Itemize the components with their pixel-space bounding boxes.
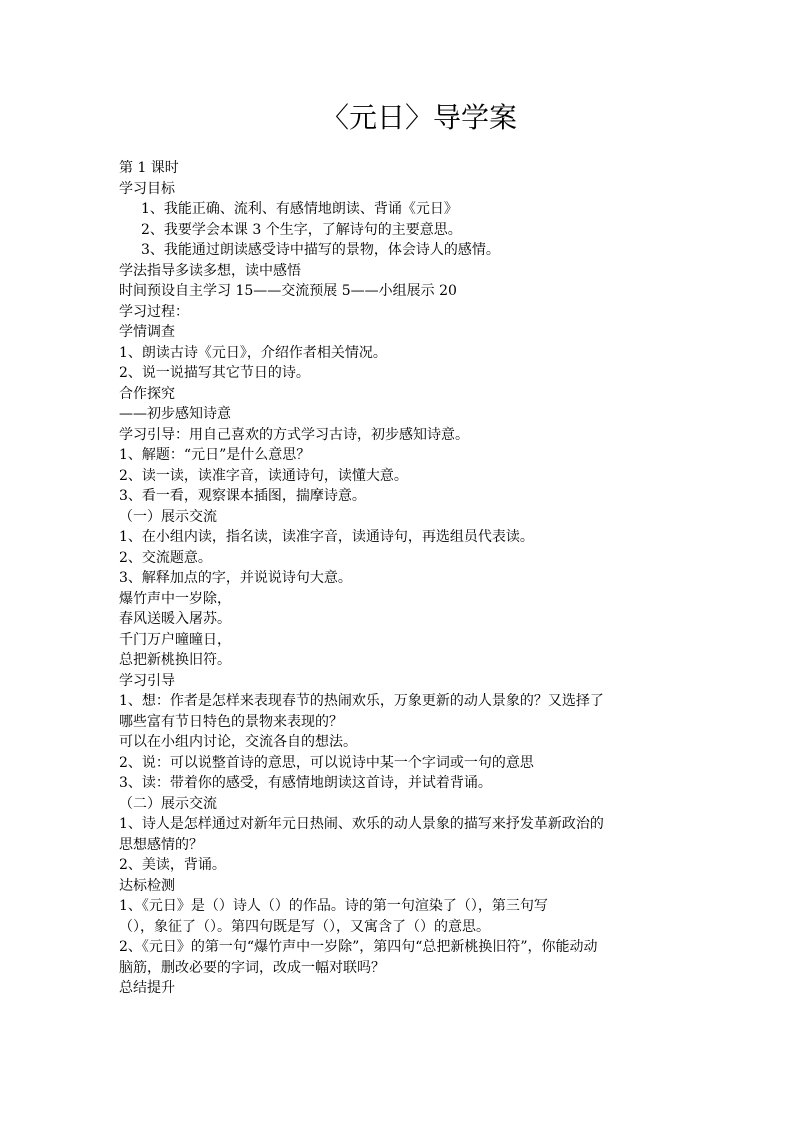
text-line: 学习引导 [119,672,175,689]
text-line: 3、解释加点的字，并说说诗句大意。 [119,570,352,586]
text-line: 总把新桃换旧符。 [119,652,231,668]
text-line: 2、读一读，读准字音，读通诗句，读懂大意。 [119,467,408,484]
text-line: 学习目标 [119,180,175,197]
text-line: 2、说一说描写其它节日的诗。 [119,365,310,381]
text-line: 可以在小组内讨论，交流各自的想法。 [119,734,357,750]
text-line: 爆竹声中一岁除， [119,590,231,607]
text-line: 学法指导多读多想，读中感悟 [119,262,301,279]
text-line: 学习引导：用自己喜欢的方式学习古诗，初步感知诗意。 [119,426,469,443]
text-line: 时间预设自主学习 15——交流预展 5——小组展示 20 [119,283,457,299]
text-line: 脑筋，删改必要的字词，改成一幅对联吗？ [119,959,385,976]
text-line: 1、想：作者是怎样来表现春节的热闹欢乐，万象更新的动人景象的？又选择了 [119,693,604,709]
text-line: 2、《元日》的第一句“爆竹声中一岁除”，第四句“总把新桃换旧符”，你能动动 [119,939,598,955]
text-line: 哪些富有节日特色的景物来表现的？ [119,713,343,730]
text-line: 2、说：可以说整首诗的意思，可以说诗中某一个字词或一句的意思 [119,754,534,771]
text-line: 千门万户曈曈日， [119,631,231,648]
text-line: 春风送暖入屠苏。 [119,611,231,627]
text-line: 1、朗读古诗《元日》，介绍作者相关情况。 [119,344,387,361]
text-line: 1、在小组内读，指名读，读准字音，读通诗句，再选组员代表读。 [119,529,534,545]
text-line: （），象征了（）。第四句既是写（），又寓含了（）的意思。 [119,918,490,935]
text-line: 1、解题：“元日”是什么意思？ [119,447,311,463]
text-line: 3、读：带着你的感受，有感情地朗读这首诗，并试着背诵。 [119,775,492,791]
text-line: ——初步感知诗意 [119,406,231,422]
text-line: 学习过程： [119,303,189,320]
text-line: 第 1 课时 [119,160,179,176]
text-line: 1、诗人是怎样通过对新年元日热闹、欢乐的动人景象的描写来抒发革新政治的 [119,816,604,832]
text-line: 合作探究 [119,385,175,402]
text-line: （二）展示交流 [119,795,217,812]
text-line: 2、我要学会本课 3 个生字，了解诗句的主要意思。 [141,221,462,238]
text-line: 总结提升 [119,980,175,996]
text-line: 达标检测 [119,877,175,894]
text-line: 学情调查 [119,324,175,340]
text-line: 3、看一看，观察课本插图，揣摩诗意。 [119,488,366,504]
document-page [119,98,679,999]
text-line: 3、我能通过朗读感受诗中描写的景物，体会诗人的感情。 [141,242,500,258]
document-body [119,158,679,999]
text-line: 1、我能正确、流利、有感情地朗读、背诵《元日》 [141,201,458,217]
text-line: 2、交流题意。 [119,549,212,566]
document-title: 〈元日〉导学案 [320,101,517,134]
text-line: 2、美读，背诵。 [119,857,226,873]
text-line: （一）展示交流 [119,508,217,525]
text-line: 1、《元日》是（）诗人（）的作品。诗的第一句渲染了（），第三句写 [119,898,548,914]
text-line: 思想感情的？ [119,836,203,853]
